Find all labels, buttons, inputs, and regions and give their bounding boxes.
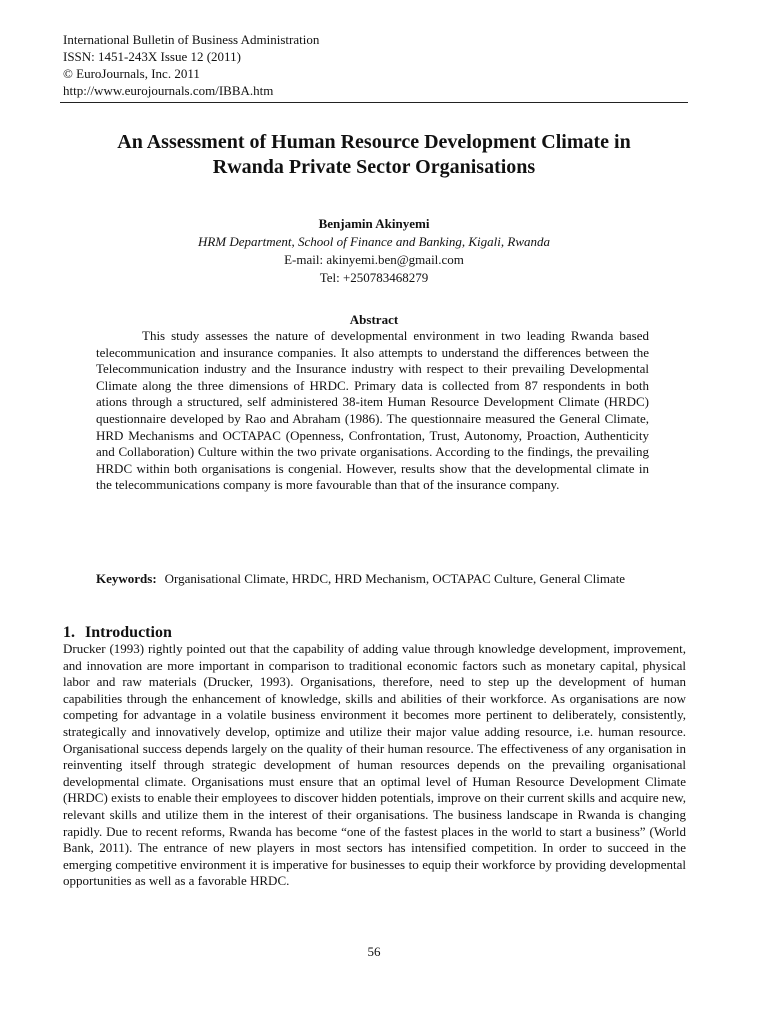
journal-url: http://www.eurojournals.com/IBBA.htm [63, 83, 274, 98]
abstract-heading: Abstract [349, 312, 399, 327]
section-title: Introduction [85, 624, 172, 641]
author-block [60, 215, 688, 287]
journal-copyright: © EuroJournals, Inc. 2011 [63, 66, 200, 81]
section-number: 1. [63, 624, 75, 641]
paper-title-line-1: An Assessment of Human Resource Development Climate in [117, 131, 631, 153]
journal-name: International Bulletin of Business Administration [63, 32, 320, 47]
author-name: Benjamin Akinyemi [318, 216, 430, 231]
section-heading [63, 623, 172, 643]
header-divider [60, 102, 688, 103]
journal-header [63, 31, 319, 99]
author-email: E-mail: akinyemi.ben@gmail.com [284, 252, 464, 267]
introduction-body: Drucker (1993) rightly pointed out that the capability of adding value through knowledge development, improvement, and innovation are more important in comparison to traditional economic factors such as monetary capital, physical labor and raw materials (Drucker, 1993). Organisations, therefore, need to step up the development of human capabilities through the enhancement of knowledge, skills and abilities of their workforce. As organisations are now competing for advantage in a volatile business environment it becomes more pertinent to deliberately, consistently, strategically and innovatively develop, optimize and utilize their major value adding resource, i.e. human resource. Organisational success depends largely on the quality of their human resource. The effectiveness of any organisation in reinventing itself through strategic development of human resources depends on the prevailing organisational developmental climate. Organisations must ensure that an optimal level of Human Resource Development Climate (HRDC) exists to enable their employees to discover hidden potentials, improve on their current skills and acquire new, relevant skills and utilize them in the interest of their organisations. The business landscape in Rwanda is changing rapidly. Due to recent reforms, Rwanda has become “one of the fastest places in the world to start a business” (World Bank, 2011). The entrance of new players in most sectors has intensified competition. In order to succeed in the emerging competitive environment it is imperative for businesses to equip their workforce by providing developmental opportunities as well as a favorable HRDC. [63, 641, 686, 889]
page-number: 56 [367, 944, 381, 959]
keywords-text: Organisational Climate, HRDC, HRD Mechanism, OCTAPAC Culture, General Climate [164, 571, 626, 586]
paper-title [60, 130, 688, 180]
paper-title-line-2: Rwanda Private Sector Organisations [212, 156, 536, 178]
abstract-body: This study assesses the nature of developmental environment in two leading Rwanda based telecommunication and insurance companies. It also attempts to understand the differences between the Telecommunication industry and the Insurance industry with respect to their prevailing Developmental Climate along the three dimensions of HRDC. Primary data is collected from 87 respondents in both ations through a structured, self administered 38-item Human Resource Development Climate (HRDC) questionnaire developed by Rao and Abraham (1986). The questionnaire measured the General Climate, HRD Mechanisms and OCTAPAC (Openness, Confrontation, Trust, Autonomy, Proaction, Authenticity and Collaboration) Culture within the two private organisations. According to the findings, the prevailing HRDC within both organisations is congenial. However, results show that the developmental climate in the telecommunications company is more favourable than that of the insurance company. [96, 328, 649, 493]
keywords-block [96, 570, 649, 587]
keywords-label: Keywords: [96, 571, 157, 586]
author-phone: Tel: +250783468279 [319, 270, 429, 285]
author-affiliation: HRM Department, School of Finance and Banking, Kigali, Rwanda [197, 234, 551, 249]
journal-issn: ISSN: 1451-243X Issue 12 (2011) [63, 49, 241, 64]
